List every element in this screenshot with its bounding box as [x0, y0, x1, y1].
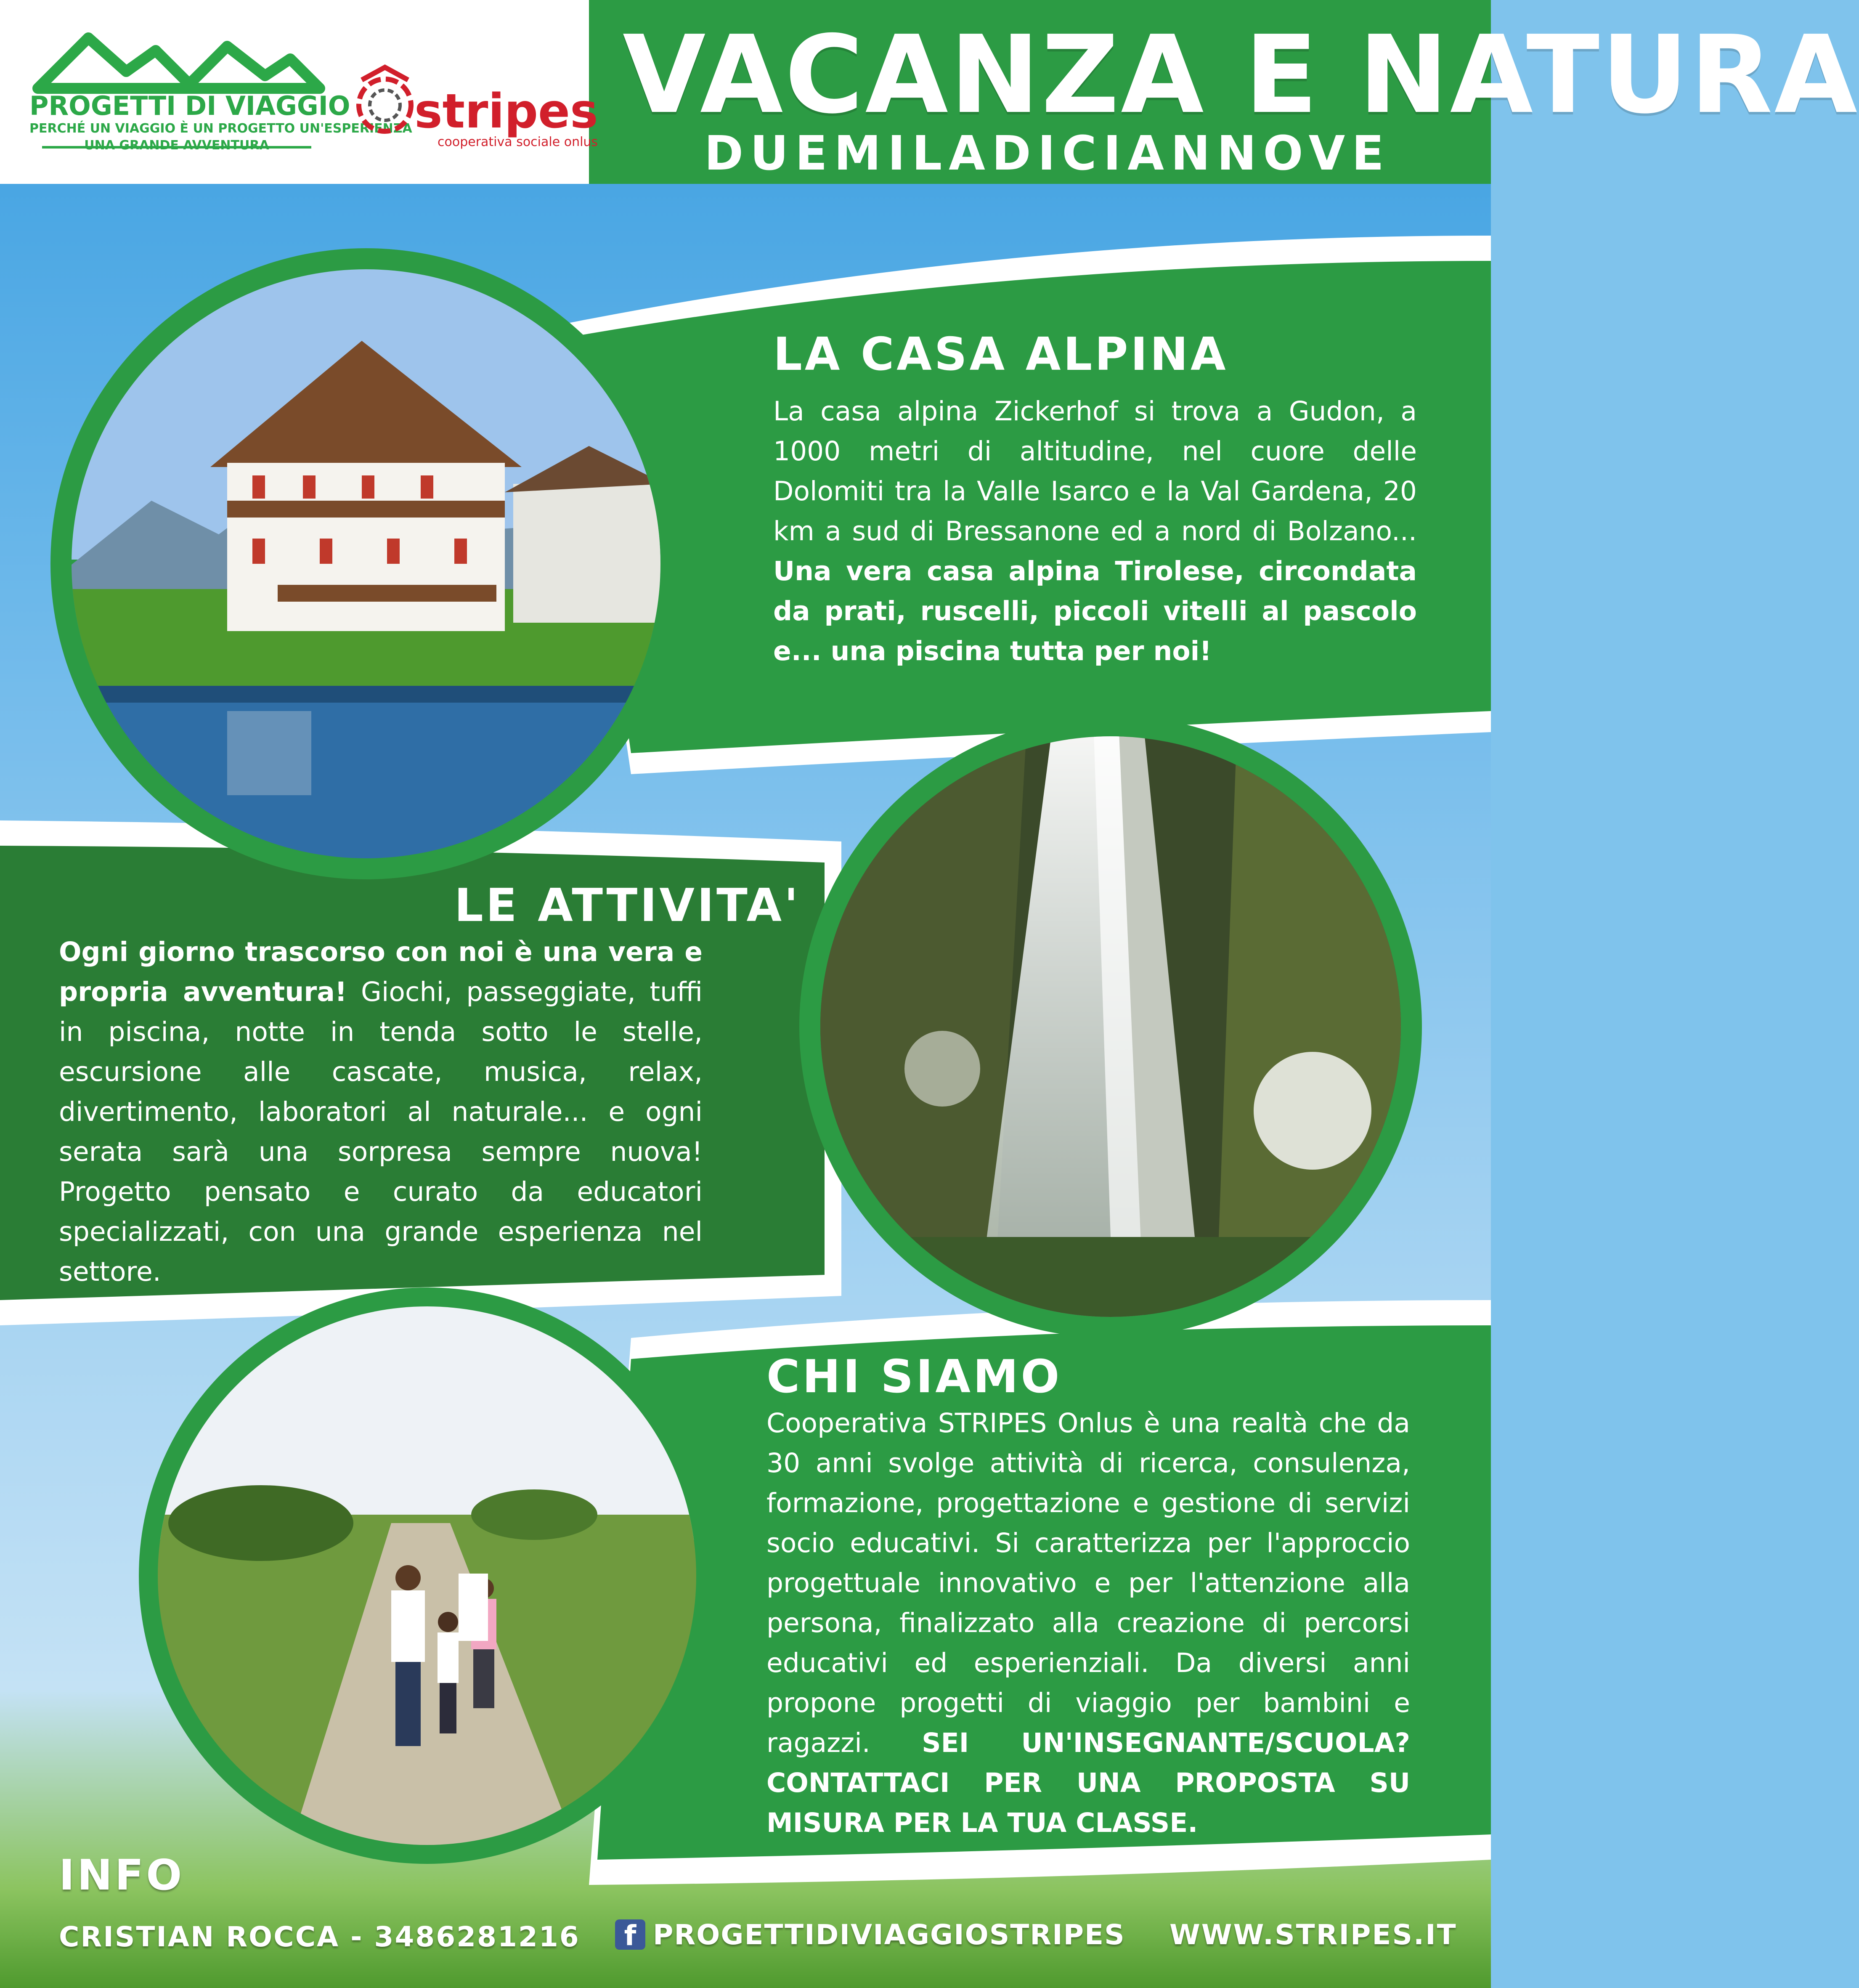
- stripes-logo-name: stripes: [414, 84, 598, 139]
- children-walking-photo: [156, 1304, 698, 1847]
- chi-siamo-body-plain: Cooperativa STRIPES Onlus è una realtà che da 30 anni svolge attività di ricerca, consulenza, formazione, progettazione e gestione di servizi socio educativi. Si caratterizza per l'approccio progettuale innovativo e per l'attenzione alla persona, finalizzato alla creazione di percorsi educativi ed esperienziali. Da diversi anni propone progetti di viaggio per bambini e ragazzi.: [766, 1408, 1410, 1758]
- pdv-logo-tagline: PERCHÉ UN VIAGGIO È UN PROGETTO UN'ESPERIENZA: [29, 121, 412, 136]
- waterfall-photo: [816, 732, 1405, 1321]
- attivita-title: LE ATTIVITA': [454, 879, 801, 932]
- casa-body-highlight: Una vera casa alpina Tirolese, circondata da prati, ruscelli, piccoli vitelli al pascolo e... una piscina tutta per noi!: [773, 556, 1417, 666]
- casa-title: LA CASA ALPINA: [773, 328, 1228, 381]
- chi-siamo-body: [766, 1403, 1410, 1843]
- attivita-body: [59, 932, 703, 1292]
- facebook-page-link[interactable]: PROGETTIDIVIAGGIOSTRIPES: [653, 1919, 1125, 1951]
- alpine-house-photo: [67, 265, 665, 863]
- stripes-logo-subtitle: cooperativa sociale onlus: [438, 135, 598, 149]
- website-link[interactable]: WWW.STRIPES.IT: [1169, 1919, 1457, 1951]
- contact-info: CRISTIAN ROCCA - 3486281216: [59, 1921, 580, 1953]
- facebook-icon[interactable]: f: [615, 1919, 645, 1950]
- pdv-logo-tagline-2: UNA GRANDE AVVENTURA: [84, 138, 269, 153]
- info-label: INFO: [59, 1850, 185, 1900]
- page-title: VACANZA E NATURA: [623, 13, 1859, 138]
- pdv-logo-name: PROGETTI DI VIAGGIO: [29, 90, 350, 121]
- attivita-body-highlight: Ogni giorno trascorso con noi è una vera e propria avventura!: [59, 937, 703, 1007]
- casa-body-plain: La casa alpina Zickerhof si trova a Gudon, a 1000 metri di altitudine, nel cuore delle Dolomiti tra la Valle Isarco e la Val Gardena, 20 km a sud di Bressanone ed a nord di Bolzano...: [773, 396, 1417, 547]
- chi-siamo-body-highlight: SEI UN'INSEGNANTE/SCUOLA? CONTATTACI PER UNA PROPOSTA SU MISURA PER LA TUA CLASSE.: [766, 1728, 1411, 1838]
- page-subtitle: DUEMILADICIANNOVE: [704, 126, 1391, 181]
- casa-body: [773, 391, 1417, 671]
- chi-siamo-title: CHI SIAMO: [766, 1351, 1062, 1403]
- attivita-body-plain: Giochi, passeggiate, tuffi in piscina, notte in tenda sotto le stelle, escursione alle cascate, musica, relax, divertimento, laboratori al naturale... e ogni serata sarà una sorpresa sempre nuova! Progetto pensato e curato da educatori specializzati, con una grande esperienza nel settore.: [59, 977, 703, 1287]
